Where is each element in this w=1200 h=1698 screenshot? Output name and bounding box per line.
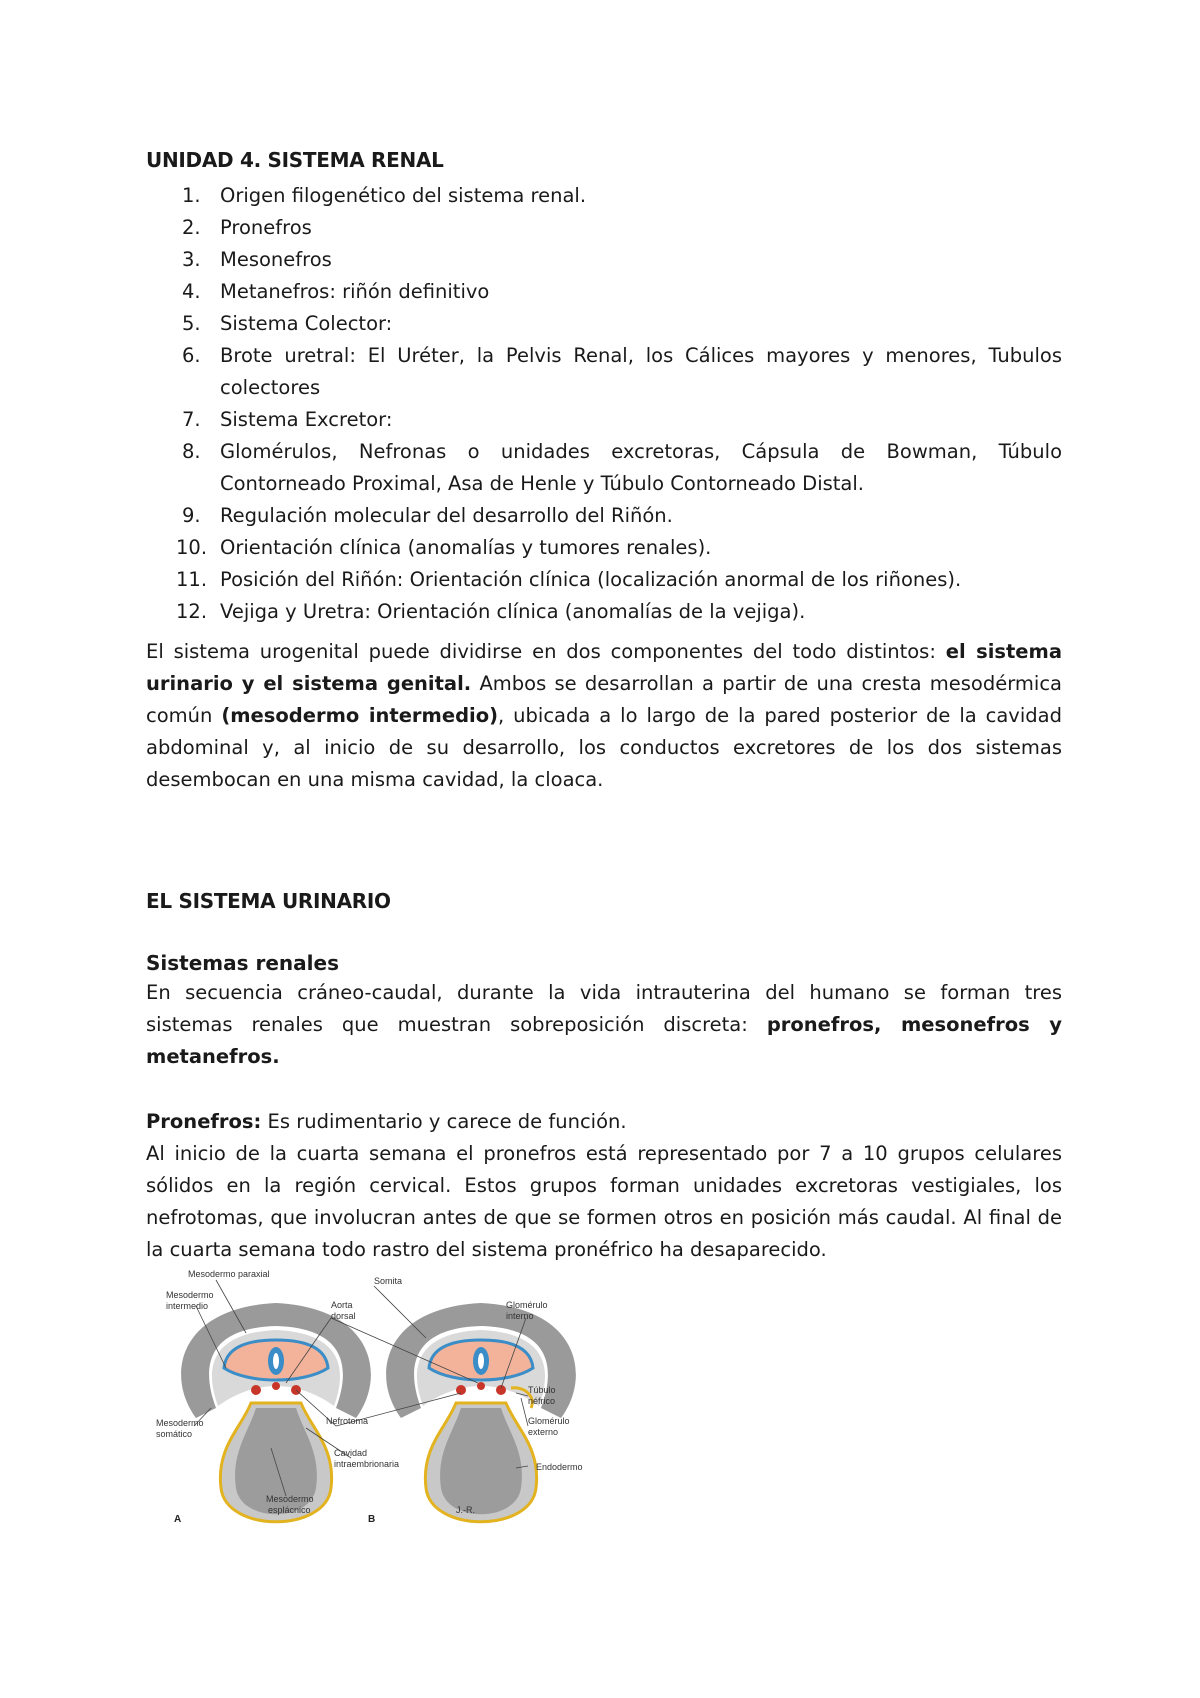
label-aorta-2: dorsal <box>331 1311 356 1321</box>
label-glomerulo-interno-1: Glomérulo <box>506 1300 548 1310</box>
topic-item <box>146 564 1062 596</box>
intro-text-1: El sistema urogenital puede dividirse en dos componentes del todo distintos: <box>146 640 946 663</box>
topic-number: 2. <box>182 216 201 239</box>
topic-number: 7. <box>182 408 201 431</box>
topic-text: Mesonefros <box>220 248 332 271</box>
topic-item <box>146 212 1062 244</box>
topic-number: 6. <box>182 344 201 367</box>
label-glomerulo-externo-2: externo <box>528 1427 559 1437</box>
topic-item <box>146 244 1062 276</box>
topic-text: Sistema Excretor: <box>220 408 393 431</box>
renal-text: En secuencia cráneo-caudal, durante la vida intrauterina del humano se forman tres sistemas renales que muestran sobreposición discreta: <box>146 981 1062 1036</box>
label-panel-b: B <box>368 1514 376 1525</box>
topic-item <box>146 340 1062 404</box>
topic-text: Regulación molecular del desarrollo del Riñón. <box>220 504 673 527</box>
label-tubulo-1: Túbulo <box>528 1385 556 1395</box>
label-tubulo-2: néfrico <box>528 1396 556 1406</box>
panel-b-drawing <box>386 1303 576 1522</box>
pronefros-intro <box>146 1106 1062 1138</box>
topics-list <box>146 180 1062 628</box>
label-nefrotoma: Nefrotoma <box>326 1416 369 1426</box>
topic-text: Glomérulos, Nefronas o unidades excretoras, Cápsula de Bowman, Túbulo Contorneado Proximal, Asa de Henle y Túbulo Contorneado Distal. <box>220 440 1062 495</box>
label-aorta-1: Aorta <box>331 1300 353 1310</box>
pronefros-label: Pronefros: <box>146 1110 262 1133</box>
topic-number: 1. <box>182 184 201 207</box>
embryo-cross-section-figure <box>156 1268 596 1556</box>
topic-item <box>146 308 1062 340</box>
renal-paragraph <box>146 977 1062 1073</box>
pronefros-paragraph: Al inicio de la cuarta semana el pronefros está representado por 7 a 10 grupos celulares sólidos en la región cervical. Estos grupos forman unidades excretoras vestigiales, los nefrotomas, que involucran antes de que se formen otros en posición más caudal. Al final de la cuarta semana todo rastro del sistema pronéfrico ha desaparecido. <box>146 1142 1062 1261</box>
topic-number: 3. <box>182 248 201 271</box>
topic-item <box>146 180 1062 212</box>
topic-number: 10. <box>176 536 208 559</box>
intro-bold-1: el sistema urinario y el sistema genital. <box>146 640 1063 695</box>
intro-text-2: Ambos se desarrollan a partir de una cresta mesodérmica común <box>146 672 1062 727</box>
label-glomerulo-interno-2: interno <box>506 1311 534 1321</box>
subheading: Sistemas renales <box>146 951 339 975</box>
topic-item <box>146 596 1062 628</box>
label-endodermo: Endodermo <box>536 1462 583 1472</box>
topic-number: 5. <box>182 312 201 335</box>
label-mesodermo-esplacnico-2: esplácnico <box>268 1505 311 1515</box>
pronefros-text-1: Es rudimentario y carece de función. <box>261 1110 627 1133</box>
topic-item <box>146 532 1062 564</box>
section-heading: EL SISTEMA URINARIO <box>146 889 391 913</box>
topic-text: Metanefros: riñón definitivo <box>220 280 490 303</box>
topic-text: Brote uretral: El Uréter, la Pelvis Renal, los Cálices mayores y menores, Tubulos colectores <box>220 344 1062 399</box>
label-cavidad-2: intraembrionaria <box>334 1459 400 1469</box>
intro-text-3: , ubicada a lo largo de la pared posterior de la cavidad abdominal y, al inicio de su desarrollo, los conductos excretores de los dos sistemas desembocan en una misma cavidad, la cloaca. <box>146 704 1062 791</box>
label-cavidad-1: Cavidad <box>334 1448 368 1458</box>
topic-number: 8. <box>182 440 201 463</box>
topic-text: Sistema Colector: <box>220 312 393 335</box>
topic-item <box>146 404 1062 436</box>
panel-a-drawing <box>181 1303 371 1522</box>
topic-text: Pronefros <box>220 216 312 239</box>
embryo-diagram <box>156 1268 596 1556</box>
topic-item <box>146 500 1062 532</box>
label-mesodermo-esplacnico-1: Mesodermo <box>266 1494 314 1504</box>
label-mesodermo-paraxial: Mesodermo paraxial <box>188 1269 270 1279</box>
label-signature: J.-R. <box>456 1505 475 1515</box>
topic-item <box>146 276 1062 308</box>
label-mesodermo-somatico-2: somático <box>156 1429 193 1439</box>
label-mesodermo-intermedio-1: Mesodermo <box>166 1290 214 1300</box>
topic-number: 12. <box>176 600 208 623</box>
topic-text: Vejiga y Uretra: Orientación clínica (anomalías de la vejiga). <box>220 600 806 623</box>
topic-text: Origen filogenético del sistema renal. <box>220 184 587 207</box>
label-mesodermo-somatico-1: Mesodermo <box>156 1418 204 1428</box>
label-panel-a: A <box>174 1514 182 1525</box>
topic-number: 11. <box>176 568 208 591</box>
topic-text: Orientación clínica (anomalías y tumores renales). <box>220 536 712 559</box>
renal-bold: pronefros, mesonefros y metanefros. <box>146 1013 1063 1068</box>
intro-bold-2: (mesodermo intermedio) <box>221 704 499 727</box>
unit-title: UNIDAD 4. SISTEMA RENAL <box>146 148 444 172</box>
topic-text: Posición del Riñón: Orientación clínica (localización anormal de los riñones). <box>220 568 962 591</box>
topic-item <box>146 436 1062 500</box>
label-glomerulo-externo-1: Glomérulo <box>528 1416 570 1426</box>
intro-paragraph <box>146 636 1062 796</box>
topic-number: 4. <box>182 280 201 303</box>
label-mesodermo-intermedio-2: intermedio <box>166 1301 209 1311</box>
topic-number: 9. <box>182 504 201 527</box>
label-somita: Somita <box>374 1276 403 1286</box>
